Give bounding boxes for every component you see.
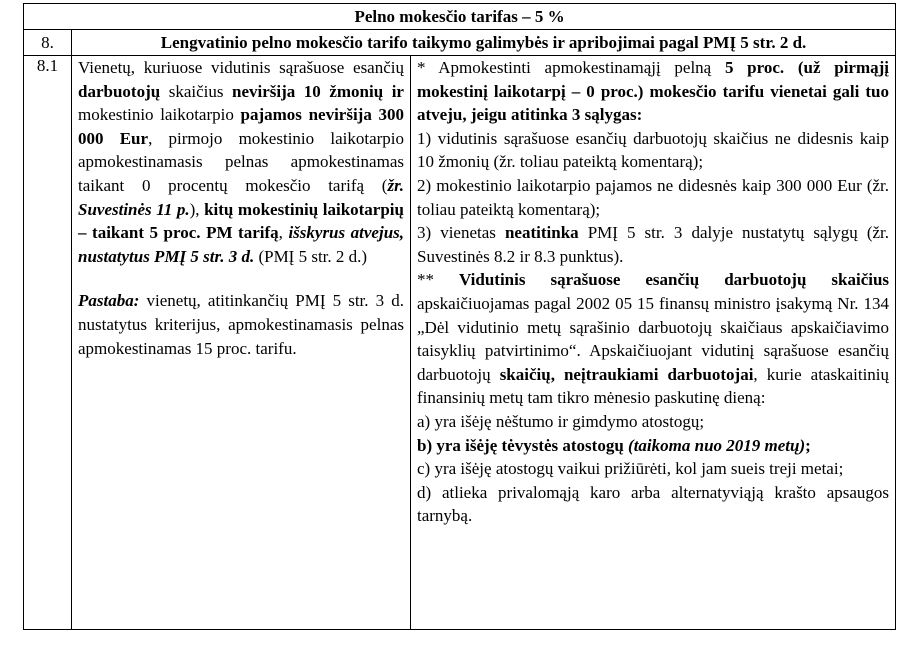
- condition-1: 1) vidutinis sąrašuose esančių darbuotojų skaičius ne didesnis kaip 10 žmonių (žr. toliau pateiktą komentarą);: [417, 128, 890, 172]
- exclusion-c: c) yra išėję atostogų vaikui prižiūrėti, kol jam sueis treji metai;: [417, 459, 844, 479]
- condition-3: 3) vienetas neatitinka PMĮ 5 str. 3 dalyje nustatytų sąlygų (žr. Suvestinės 8.2 ir 8.3 punktus).: [417, 223, 890, 266]
- exclusion-a: a) yra išėję nėštumo ir gimdymo atostogų;: [417, 411, 705, 431]
- right-comment-cell: [411, 56, 896, 630]
- condition-2: 2) mokestinio laikotarpio pajamos ne didesnės kaip 300 000 Eur (žr. toliau pateiktą komentarą);: [417, 175, 890, 219]
- exclusion-d: d) atlieka privalomąją karo arba alternatyviąją krašto apsaugos tarnybą.: [417, 482, 890, 526]
- note-label: Pastaba:: [78, 291, 140, 311]
- conditions-intro: * Apmokestinti apmokestinamąjį pelną 5 proc. (už pirmąjį mokestinį laikotarpį – 0 proc.) mokesčio tarifu vienetai gali tuo atveju, jeigu atitinka 3 sąlygas:: [417, 58, 890, 125]
- section-heading: Lengvatinio pelno mokesčio tarifo taikymo galimybės ir apribojimai pagal PMĮ 5 str. 2 d.: [72, 30, 896, 56]
- left-main-paragraph: Vienetų, kuriuose vidutinis sąrašuose esančių darbuotojų skaičius neviršija 10 žmonių ir mokestinio laikotarpio pajamos neviršija 300 000 Eur, pirmojo mokestinio laikotarpio apmokestinamasis pelnas apmokestinamas taikant 0 procentų mokesčio tarifą (žr. Suvestinės 11 p.), kitų mokestinių laikotarpių – taikant 5 proc. PM tarifą, išskyrus atvejus, nustatytus PMĮ 5 str. 3 d. (PMĮ 5 str. 2 d.): [78, 58, 405, 266]
- exclusion-b: b) yra išėję tėvystės atostogų (taikoma nuo 2019 metų);: [417, 435, 811, 455]
- row-number-8-1: 8.1: [24, 56, 72, 630]
- left-description-cell: [72, 56, 411, 630]
- employee-count-paragraph: ** Vidutinis sąrašuose esančių darbuotojų skaičius apskaičiuojamas pagal 2002 05 15 finansų ministro įsakymą Nr. 134 „Dėl vidutinio metų sąrašinio darbuotojų skaičiaus apskaičiavimo taisyklių patvirtinimo“. Apskaičiuojant vidutinį sąrašuose esančių darbuotojų skaičių, neįtraukiami darbuotojai, kurie ataskaitinių finansinių metų tam tikro mėnesio paskutinę dieną:: [417, 270, 890, 408]
- row-number-8: 8.: [24, 30, 72, 56]
- table-title: Pelno mokesčio tarifas – 5 %: [24, 4, 896, 30]
- tax-rate-table: [23, 3, 896, 630]
- left-note-paragraph: Pastaba: vienetų, atitinkančių PMĮ 5 str. 3 d. nustatytus kriterijus, apmokestinamasis pelnas apmokestinamas 15 proc. tarifu.: [78, 291, 404, 358]
